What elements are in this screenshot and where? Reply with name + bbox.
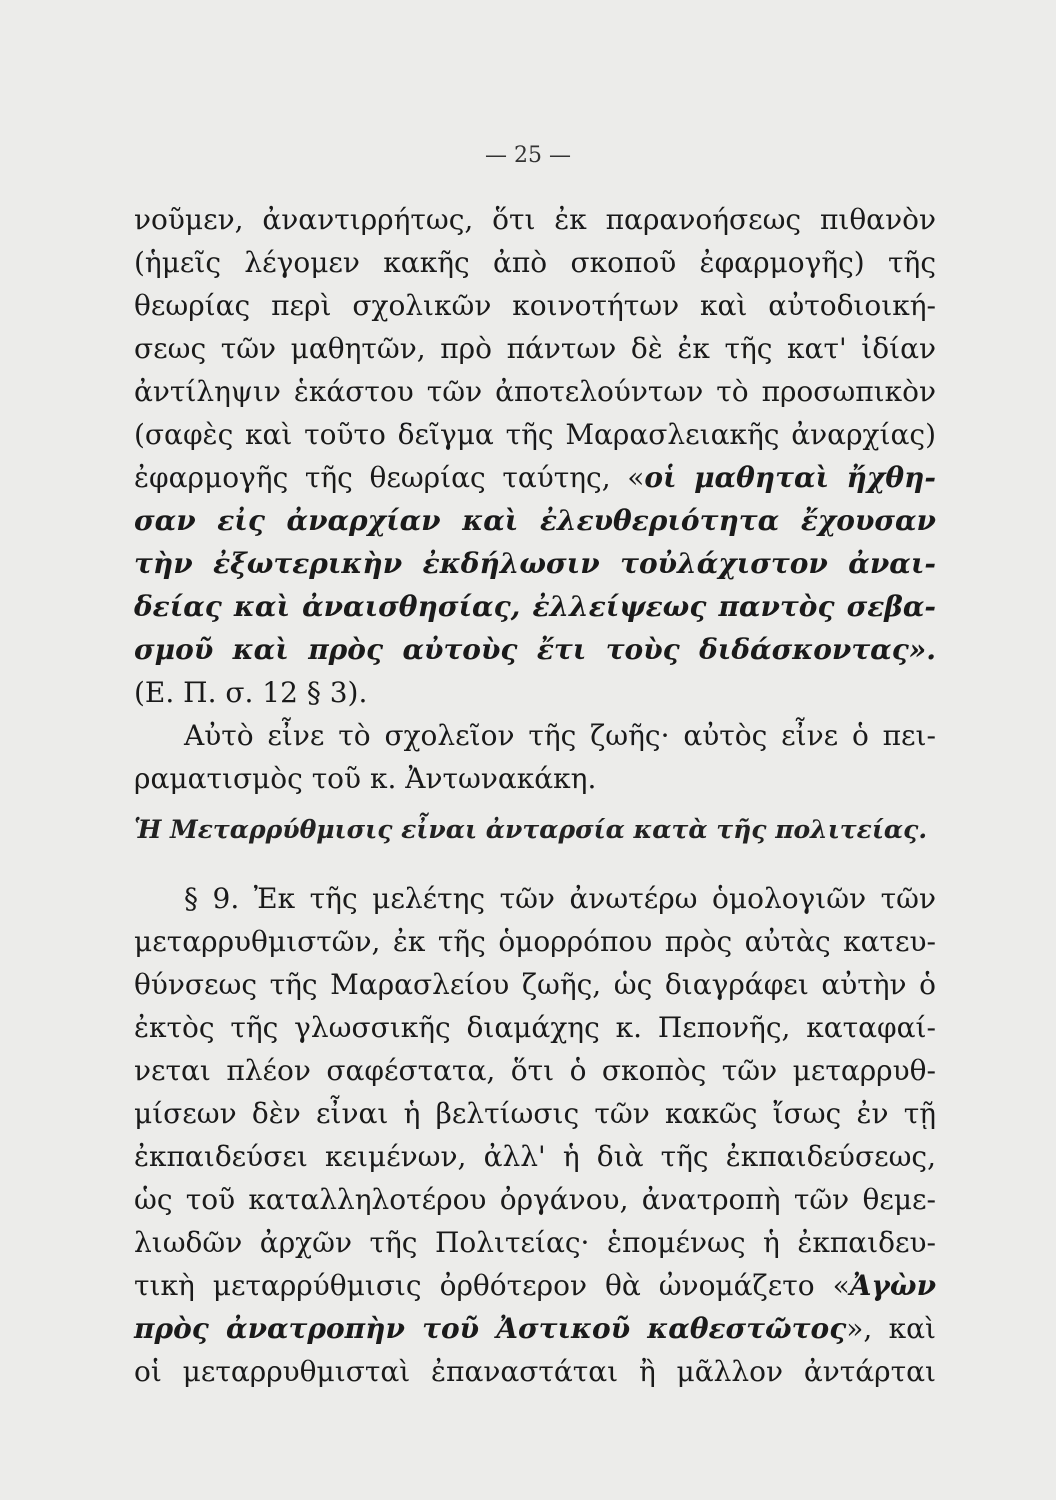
quoted-emphasis: Ἀγὼν [849, 1269, 936, 1302]
section-heading: Ἡ Μεταρρύθμισις εἶναι ἀνταρσία κατὰ τῆς πολιτείας. [134, 815, 928, 844]
text-line: μίσεων δὲν εἶναι ἡ βελτίωσις τῶν κακῶς ἴσως ἐν τῇ [134, 1097, 936, 1130]
text-line [134, 544, 936, 584]
text-line: λιωδῶν ἀρχῶν τῆς Πολιτείας· ἑπομένως ἡ ἐκπαιδευ- [134, 1226, 936, 1259]
text-line: νοῦμεν, ἀναντιρρήτως, ὅτι ἐκ παρανοήσεως πιθανὸν [134, 203, 936, 236]
text-line: Αὐτὸ εἶνε τὸ σχολεῖον τῆς ζωῆς· αὐτὸς εἶνε ὁ πει- [184, 719, 936, 752]
quoted-emphasis: σμοῦ καὶ πρὸς αὐτοὺς ἔτι τοὺς διδάσκοντας». [134, 633, 936, 666]
text-line: θύνσεως τῆς Μαρασλείου ζωῆς, ὡς διαγράφει αὐτὴν ὁ [134, 968, 936, 1001]
text-line: ἐφαρμογῆς τῆς θεωρίας ταύτης, «οἱ μαθηταὶ ἤχθη- [134, 461, 936, 494]
text-line: ἐκπαιδεύσει κειμένων, ἀλλ' ἡ διὰ τῆς ἐκπαιδεύσεως, [134, 1140, 936, 1173]
text-line [134, 587, 936, 627]
citation: (Ε. Π. σ. 12 § 3). [134, 676, 368, 709]
quoted-emphasis: δείας καὶ ἀναισθησίας, ἐλλείψεως παντὸς σεβα- [134, 590, 936, 623]
text-line: πρὸς ἀνατροπὴν τοῦ Ἀστικοῦ καθεστῶτος», καὶ [134, 1312, 937, 1345]
text-line: ραματισμὸς τοῦ κ. Ἀντωνακάκη. [134, 762, 597, 795]
text-line: οἱ μεταρρυθμισταὶ ἐπαναστάται ἢ μᾶλλον ἀντάρται [134, 1355, 936, 1388]
text-line: § 9. Ἐκ τῆς μελέτης τῶν ἀνωτέρω ὁμολογιῶν τῶν [184, 882, 936, 915]
text-line [134, 630, 936, 670]
page-number: — 25 — [485, 143, 571, 168]
text-line [134, 501, 936, 541]
text-line: θεωρίας περὶ σχολικῶν κοινοτήτων καὶ αὐτοδιοική- [134, 289, 936, 322]
text-line: ἐκτὸς τῆς γλωσσικῆς διαμάχης κ. Πεπονῆς, καταφαί- [134, 1011, 936, 1044]
quoted-emphasis: τὴν ἐξωτερικὴν ἐκδήλωσιν τοὐλάχιστον ἀναι- [134, 547, 936, 580]
text-line: μεταρρυθμιστῶν, ἐκ τῆς ὁμορρόπου πρὸς αὐτὰς κατευ- [134, 925, 936, 958]
quoted-emphasis: σαν εἰς ἀναρχίαν καὶ ἐλευθεριότητα ἔχουσαν [134, 504, 936, 537]
text-line: σεως τῶν μαθητῶν, πρὸ πάντων δὲ ἐκ τῆς κατ' ἰδίαν [134, 332, 936, 365]
text-line: ἀντίληψιν ἑκάστου τῶν ἀποτελούντων τὸ προσωπικὸν [134, 375, 936, 408]
text-line: τικὴ μεταρρύθμισις ὀρθότερον θὰ ὠνομάζετο «Ἀγὼν [134, 1269, 936, 1302]
text-line [134, 673, 936, 713]
text-line: ὡς τοῦ καταλληλοτέρου ὀργάνου, ἀνατροπὴ τῶν θεμε- [134, 1183, 936, 1216]
text-line: (σαφὲς καὶ τοῦτο δεῖγμα τῆς Μαρασλειακῆς ἀναρχίας) [134, 418, 936, 451]
text-line: (ἡμεῖς λέγομεν κακῆς ἀπὸ σκοποῦ ἐφαρμογῆς) τῆς [134, 246, 936, 279]
quoted-emphasis: οἱ μαθηταὶ ἤχθη- [644, 461, 936, 494]
text-line: νεται πλέον σαφέστατα, ὅτι ὁ σκοπὸς τῶν μεταρρυθ- [134, 1054, 936, 1087]
quoted-emphasis: πρὸς ἀνατροπὴν τοῦ Ἀστικοῦ καθεστῶτος [134, 1312, 847, 1345]
